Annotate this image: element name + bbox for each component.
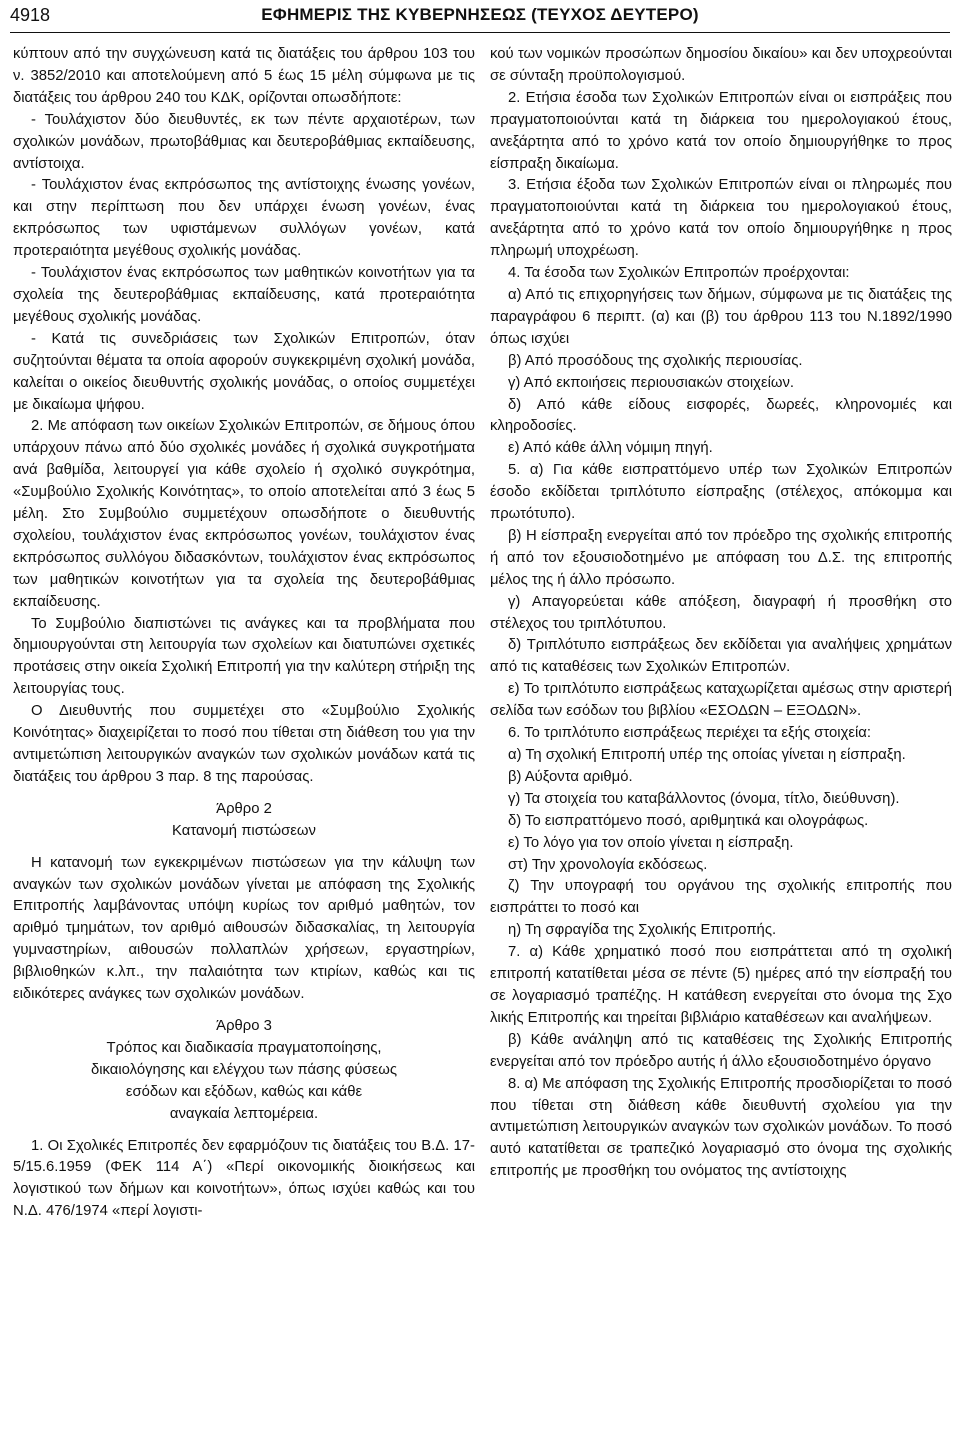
paragraph: 4. Τα έσοδα των Σχολικών Επιτροπών προέρχονται:: [508, 265, 850, 282]
paragraph: γ) Από εκποιήσεις περιουσιακών στοιχείων.: [508, 374, 795, 391]
paragraph: β) Από προσόδους της σχολικής περιουσίας.: [508, 352, 803, 369]
paragraph: Ο Διευθυντής που συμμετέχει στο «Συμβούλιο Σχολικής Κοινότητας» διαχειρίζεται το ποσό που τίθεται στη διάθεση του για την αντιμετώπιση λειτουργικών αναγκών των σχολικών μονάδων κατά τις διατάξεις του άρθρου 3 παρ. 8 της παρούσας.: [13, 703, 475, 785]
page-number: 4918: [10, 4, 51, 25]
paragraph: στ) Την χρονολογία εκδόσεως.: [508, 856, 708, 873]
header-rule: [10, 32, 950, 33]
paragraph: γ) Τα στοιχεία του καταβάλλοντος (όνομα, τίτλο, διεύθυνση).: [508, 790, 900, 807]
paragraph: γ) Απαγορεύεται κάθε απόξεση, διαγραφή ή προσθήκη στο στέλεχος του τριπλότυπου.: [490, 593, 952, 632]
article-3-title-line: εσόδων και εξόδων, καθώς και κάθε: [125, 1083, 363, 1100]
paragraph: δ) Τριπλότυπο εισπράξεως δεν εκδίδεται για αναλήψεις χρημάτων από τις καταθέσεις των Σχολικών Επιτροπών.: [490, 637, 952, 676]
paragraph: β) Αύξοντα αριθμό.: [508, 768, 633, 785]
article-3-title-line: Τρόπος και διαδικασία πραγματοποίησης,: [106, 1039, 382, 1056]
paragraph: Το Συμβούλιο διαπιστώνει τις ανάγκες και τα προβλήματα που δημιουργούνται στη λειτουργία των σχολείων και διατυπώνει σχετικές προτάσεις στην οικεία Σχολική Επιτροπή για την καλύτερη στήριξη της λειτουργίας τους.: [13, 615, 475, 698]
paragraph: η) Τη σφραγίδα της Σχολικής Επιτροπής.: [508, 922, 777, 939]
paragraph: - Κατά τις συνεδριάσεις των Σχολικών Επιτροπών, όταν συζητούνται θέματα τα οποία αφορούν συγκεκριμένη σχολική μονάδα, καλείται ο οικείος διευθυντής σχολικής μονάδας, ο οποίος συμμετέχει με δικαίωμα ψήφου.: [13, 330, 475, 413]
gazette-title: ΕΦΗΜΕΡΙΣ ΤΗΣ ΚΥΒΕΡΝΗΣΕΩΣ (ΤΕΥΧΟΣ ΔΕΥΤΕΡΟ): [261, 5, 699, 24]
paragraph: ε) Το τριπλότυπο εισπράξεως καταχωρίζεται αμέσως στην αριστερή σελίδα των εσόδων του βιβλίου «ΕΣΟΔΩΝ – ΕΞΟΔΩΝ».: [490, 681, 952, 720]
article-3-title-line: αναγκαία λεπτομέρεια.: [169, 1105, 319, 1122]
paragraph: α) Τη σχολική Επιτροπή υπέρ της οποίας γίνεται η είσπραξη.: [508, 747, 906, 763]
article-3-heading: Άρθρο 3: [216, 1017, 272, 1034]
paragraph: - Τουλάχιστον ένας εκπρόσωπος των μαθητικών κοινοτήτων για τα σχολεία της δευτεροβάθμιας εκπαίδευσης, κατά προτεραιότητα μεγέθους σχολικής μονάδας.: [13, 265, 475, 325]
paragraph: δ) Από κάθε είδους εισφορές, δωρεές, κληρονομιές και κληροδοσίες.: [490, 396, 952, 435]
paragraph: 5. α) Για κάθε εισπραττόμενο υπέρ των Σχολικών Επιτροπών έσοδο εκδίδεται τριπλότυπο είσπραξης (στέλεχος, απόκομμα και πρωτότυπο).: [490, 462, 952, 523]
paragraph: κύπτουν από την συγχώνευση κατά τις διατάξεις του άρθρου 103 του ν. 3852/2010 και αποτελούμενη από 5 έως 15 μέλη σύμφωνα με τις διατάξεις του άρθρου 240 του ΚΔΚ, ορίζονται οπωσδήποτε:: [13, 46, 475, 106]
page-header: [10, 0, 950, 30]
paragraph: α) Από τις επιχορηγήσεις των δήμων, σύμφωνα με τις διατάξεις της παραγράφου 6 περιπτ. (α) και (β) του άρθρου 113 του Ν.1892/1990 όπως ισχύει: [490, 286, 952, 347]
left-column: [13, 44, 475, 1223]
paragraph: 6. Το τριπλότυπο εισπράξεως περιέχει τα εξής στοιχεία:: [508, 725, 871, 742]
paragraph: ζ) Την υπογραφή του οργάνου της σχολικής επιτροπής που εισπράττει το ποσό και: [490, 878, 952, 917]
paragraph: ε) Από κάθε άλλη νόμιμη πηγή.: [508, 440, 713, 457]
right-column: [490, 44, 952, 1183]
paragraph: - Τουλάχιστον δύο διευθυντές, εκ των πέντε αρχαιοτέρων, των σχολικών μονάδων, πρωτοβάθμιας και δευτεροβάθμιας εκπαίδευσης, αντίστοιχα.: [13, 111, 475, 172]
paragraph: - Τουλάχιστον ένας εκπρόσωπος της αντίστοιχης ένωσης γονέων, και στην περίπτωση που δεν υπάρχει ένωση γονέων, ένας εκπρόσωπος των υφιστάμενων συλλόγων γονέων, κατά προτεραιότητα μεγέθους σχολικής μονάδας.: [13, 177, 475, 260]
paragraph: 2. Ετήσια έσοδα των Σχολικών Επιτροπών είναι οι εισπράξεις που πραγματοποιούνται κατά τη διάρκεια του ημερολογιακού έτους, ανεξάρτητα από το χρόνο κατά τον οποίο δημιουργήθηκε το προς είσπραξη δικαίωμα.: [490, 89, 952, 172]
paragraph: Η κατανομή των εγκεκριμένων πιστώσεων για την κάλυψη των αναγκών των σχολικών μονάδων γίνεται με απόφαση της Σχολικής Επιτροπής λαμβάνοντας υπόψη κυρίως τον αριθμό μαθητών, τον αριθμό τμημάτων, τον αριθμό αιθουσών διδασκαλίας, τη λειτουργία γυμναστηρίων, αιθουσών πολλαπλών χρήσεων, εργαστηρίων, βιβλιοθηκών κ.λπ., την παλαιότητα των κτιρίων, καθώς και τις ειδικότερες ανάγκες των σχολικών μονάδων.: [13, 854, 475, 1003]
paragraph: 8. α) Με απόφαση της Σχολικής Επιτροπής προσδιορίζεται το ποσό που τίθεται στη διάθεση κάθε διευθυντή σχολείου για την αντιμετώπιση λειτουργικών αναγκών των σχολικών μονάδων. Το ποσό αυτό κατατίθεται σε τραπεζικό λογαριασμό στο όνομα της σχολικής επιτροπής με προσθήκη του ονόματος της αντίστοιχης: [490, 1075, 952, 1180]
article-2-heading: Άρθρο 2: [216, 800, 272, 817]
article-2-title: Κατανομή πιστώσεων: [172, 822, 316, 839]
paragraph: β) Κάθε ανάληψη από τις καταθέσεις της Σχολικής Επιτροπής ενεργείται από τον πρόεδρο αυτής ή άλλο εξουσιοδοτημένο όργανο: [490, 1031, 952, 1070]
paragraph: 1. Οι Σχολικές Επιτροπές δεν εφαρμόζουν τις διατάξεις του Β.Δ. 17- 5/15.6.1959 (ΦΕΚ 114 Α΄) «Περί οικονομικής διοικήσεως και λογιστικού των δήμων και κοινοτήτων», όπως ισχύει καθώς και του Ν.Δ. 476/1974 «περί λογιστι-: [13, 1137, 475, 1220]
paragraph: δ) Το εισπραττόμενο ποσό, αριθμητικά και ολογράφως.: [508, 812, 869, 829]
article-3-title-line: δικαιολόγησης και ελέγχου των πάσης φύσεως: [90, 1061, 398, 1078]
paragraph: ε) Το λόγο για τον οποίο γίνεται η είσπραξη.: [508, 834, 794, 851]
paragraph: 2. Με απόφαση των οικείων Σχολικών Επιτροπών, σε δήμους όπου υπάρχουν πάνω από δύο σχολικές μονάδες ή σχολικά συγκροτήματα ανά βαθμίδα, λειτουργεί για κάθε σχολείο ή σχολικό συγκρότημα, «Συμβούλιο Σχολικής Κοινότητας», το οποίο αποτελείται από 3 έως 5 μέλη. Στο Συμβούλιο συμμετέχουν οπωσδήποτε ο διευθυντής σχολείου, τουλάχιστον ένας εκπρόσωπος γονέων, τουλάχιστον ένας εκπρόσωπος συλλόγου διδασκόντων, τουλάχιστον ένας εκπρόσωπος των μαθητικών κοινοτήτων για τα σχολεία της δευτεροβάθμιας εκπαίδευσης.: [13, 418, 475, 610]
paragraph: 7. α) Κάθε χρηματικό ποσό που εισπράττεται από τη σχολική επιτροπή κατατίθεται μέσα σε πέντε (5) ημέρες από την είσπραξή του σε λογαριασμό τραπέζης. Η κατάθεση ενεργείται στο όνομα της Σχο λικής Επιτροπής και τηρείται βιβλιάριο καταθέσεων και αναλήψεων.: [490, 944, 952, 1026]
paragraph: β) Η είσπραξη ενεργείται από τον πρόεδρο της σχολικής επιτροπής ή από τον εξουσιοδοτημένο με απόφαση του Δ.Σ. της επιτροπής μέλος της ή άλλο πρόσωπο.: [490, 527, 952, 588]
paragraph: κού των νομικών προσώπων δημοσίου δικαίου» και δεν υποχρεούνται σε σύνταξη προϋπολογισμού.: [490, 46, 952, 84]
paragraph: 3. Ετήσια έξοδα των Σχολικών Επιτροπών είναι οι πληρωμές που πραγματοποιούνται κατά τη διάρκεια του ημερολογιακού έτους, ανεξάρτητα από το χρόνο κατά τον οποίο δημιουργήθηκε η προς πληρωμή υποχρέωση.: [490, 177, 952, 260]
